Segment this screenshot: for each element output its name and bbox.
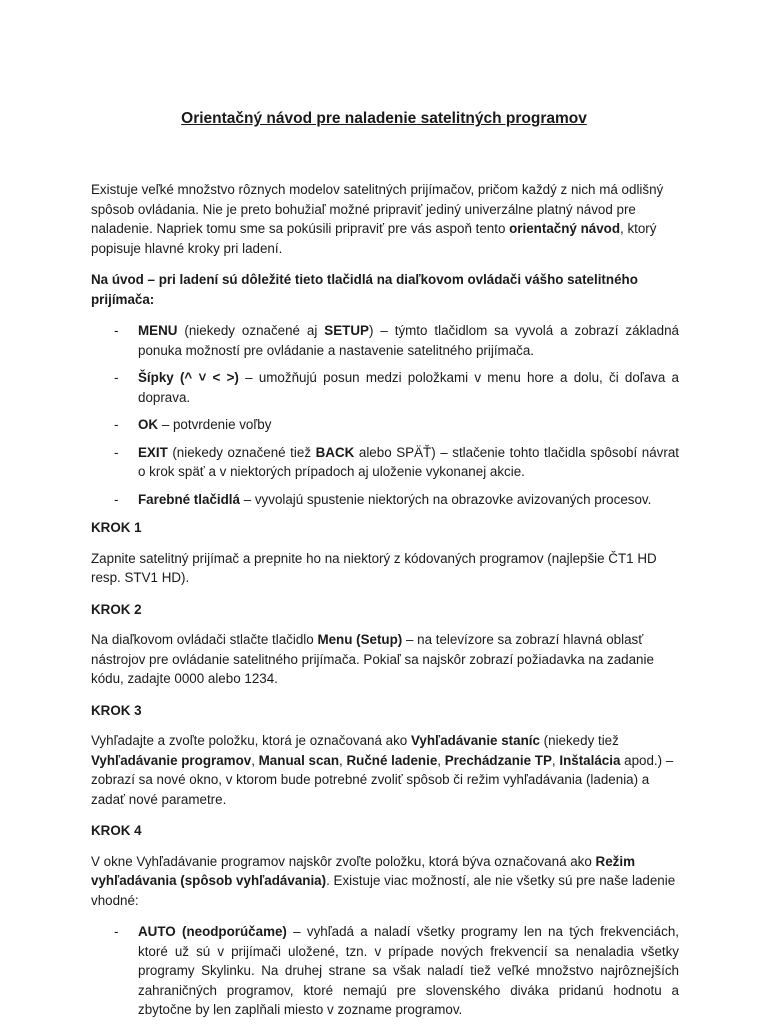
options-list — [91, 922, 679, 1020]
step-1-heading: KROK 1 — [91, 520, 142, 535]
list-dash: - — [114, 491, 119, 507]
list-dash: - — [114, 444, 119, 460]
list-item: - Šípky (^ ˅ < >) – umožňujú posun medzi položkami v menu hore a dolu, či doľava a doprava. — [114, 370, 679, 405]
list-dash: - — [114, 924, 119, 939]
step-2-text: Na diaľkovom ovládači stlačte tlačidlo Menu (Setup) – na televízore sa zobrazí hlavná oblasť nástrojov pre ovládanie satelitného prijímača. Pokiaľ sa najskôr zobrazí požiadavka na zadanie kódu, zadajte 0000 alebo 1234. — [91, 632, 654, 686]
step-4-text: V okne Vyhľadávanie programov najskôr zvoľte položku, ktorá býva označovaná ako Režim vyhľadávania (spôsob vyhľadávania). Existuje viac možností, ale nie všetky sú pre naše ladenie vhodné: — [91, 853, 676, 908]
step-1-text: Zapnite satelitný prijímač a prepnite ho na niektorý z kódovaných programov (najlepšie ČT1 HD resp. STV1 HD). — [91, 550, 657, 585]
list-item: - Farebné tlačidlá – vyvolajú spustenie niektorých na obrazovke avizovaných procesov. — [91, 490, 679, 510]
step-4-heading: KROK 4 — [91, 823, 142, 838]
list-dash: - — [114, 417, 119, 432]
list-dash: - — [114, 323, 119, 338]
list-dash: - — [114, 370, 119, 385]
step-3-heading: KROK 3 — [91, 702, 142, 718]
document-title: Orientačný návod pre naladenie satelitných programov — [181, 110, 587, 127]
document-body — [91, 180, 679, 1029]
list-item: - MENU (niekedy označené aj SETUP) – týmto tlačidlom sa vyvolá a zobrazí základná ponuka možností pre ovládanie a nastavenie satelitného prijímača. — [114, 323, 679, 358]
list-item: - AUTO (neodporúčame) – vyhľadá a naladí všetky programy len na tých frekvenciách, ktoré už sú v prijímači uložené, tzn. v prípade nových frekvencií sa nenaladia všetky programy Skylinku. Na druhej strane sa však naladí tiež veľké množstvo najrôznejších zahraničných programov, ktoré nemajú pre slovenského diváka pridanú hodnotu a zbytočne by len zaplňali miesto v zozname programov. — [114, 924, 679, 1017]
buttons-list — [91, 321, 679, 509]
step-3-text: Vyhľadajte a zvoľte položku, ktorá je označovaná ako Vyhľadávanie staníc (niekedy tiež Vyhľadávanie programov, Manual scan, Ručné ladenie, Prechádzanie TP, Inštalácia apod.) – zobrazí sa nové okno, v ktorom bude potrebné zvoliť spôsob či režim vyhľadávania (ladenia) a zadať nové parametre. — [91, 733, 674, 807]
buttons-heading: Na úvod – pri ladení sú dôležité tieto tlačidlá na diaľkovom ovládači vášho satelitného prijímača: — [91, 272, 638, 307]
step-2-heading: KROK 2 — [91, 601, 142, 617]
list-item: - OK – potvrdenie voľby — [91, 415, 679, 435]
intro-paragraph: Existuje veľké množstvo rôznych modelov satelitných prijímačov, pričom každý z nich má odlišný spôsob ovládania. Nie je preto bohužiaľ možné pripraviť jediný univerzálne platný návod pre naladenie. Napriek tomu sme sa pokúsili pripraviť pre vás aspoň tento orientačný návod, ktorý popisuje hlavné kroky pri ladení. — [91, 182, 664, 256]
list-item: - EXIT (niekedy označené tiež BACK alebo SPÄŤ) – stlačenie tohto tlačidla spôsobí návrat o krok späť a v niektorých prípadoch aj uloženie vykonanej akcie. — [114, 444, 679, 479]
